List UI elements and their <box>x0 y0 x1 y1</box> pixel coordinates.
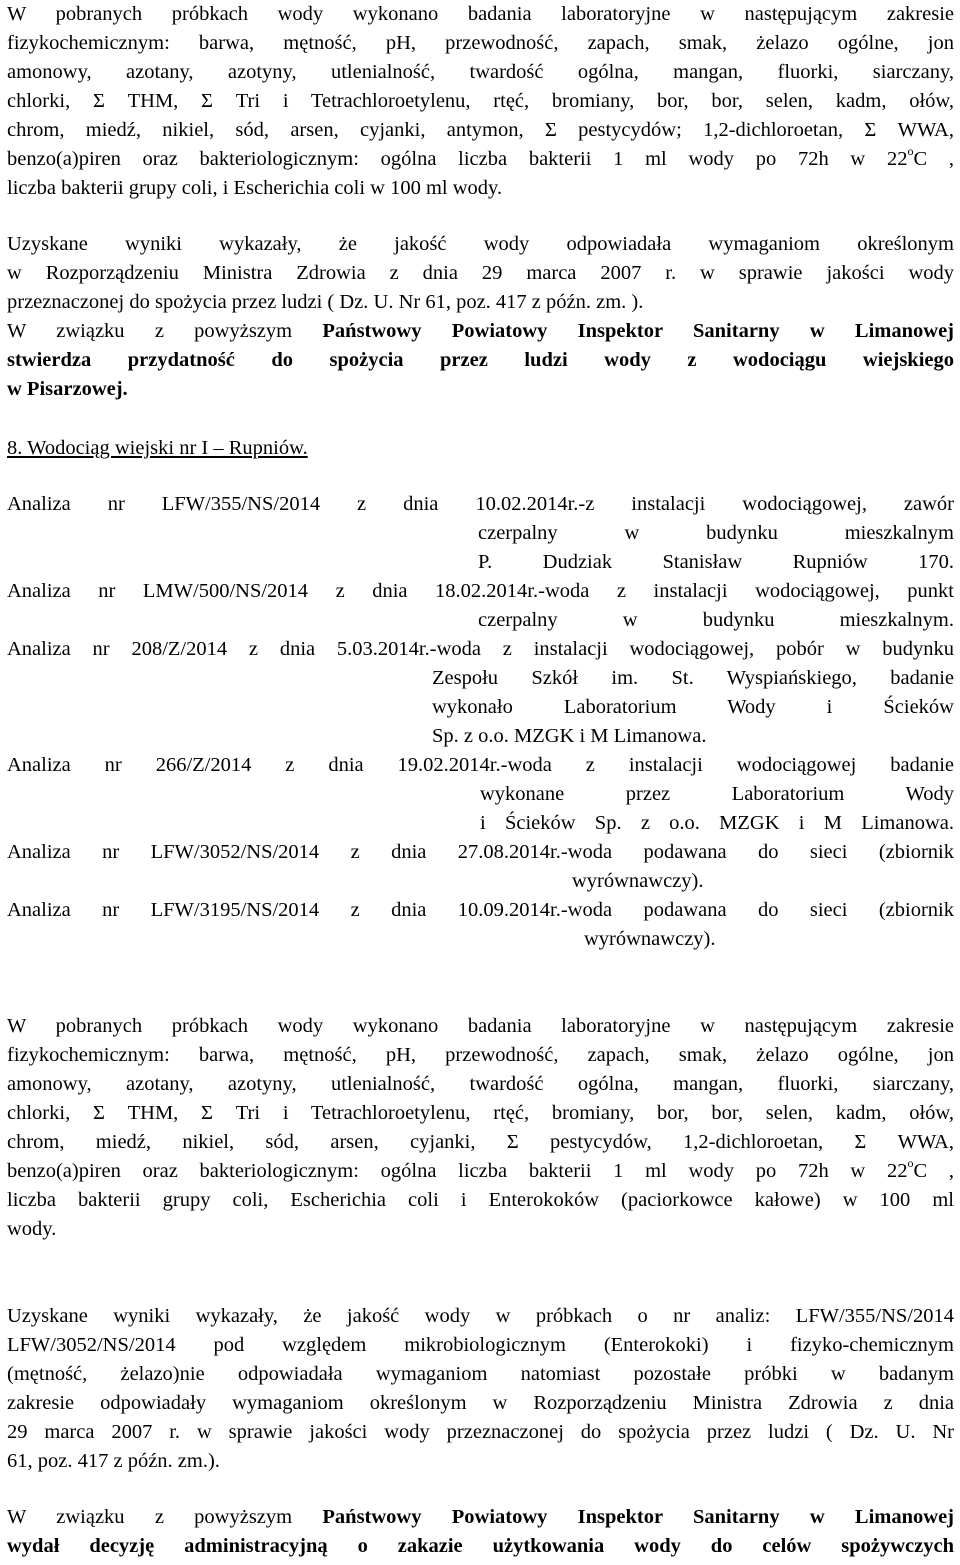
decision-paragraph <box>7 1503 954 1561</box>
text-line: chrom, miedź, nikiel, sód, arsen, cyjanki, antymon, Σ pestycydów; 1,2-dichloroetan, Σ WWA, <box>7 119 954 141</box>
analysis-list <box>7 490 954 954</box>
superscript: o <box>907 144 914 159</box>
text-line: w Pisarzowej. <box>7 378 128 400</box>
analysis-item: Analiza nr 266/Z/2014 z dnia 19.02.2014r.-woda z instalacji wodociągowej badanie <box>7 754 954 776</box>
text-line: Zespołu Szkół im. St. Wyspiańskiego, badanie <box>432 667 954 689</box>
analysis-continuation <box>480 780 954 838</box>
text-span: benzo(a)piren oraz bakteriologicznym: ogólna liczba bakterii 1 ml wody po 72h w 22 <box>7 148 908 170</box>
analysis-continuation <box>478 519 954 577</box>
text-span: benzo(a)piren oraz bakteriologicznym: ogólna liczba bakterii 1 ml wody po 72h w 22 <box>7 1160 908 1182</box>
analysis-item: Analiza nr LMW/500/NS/2014 z dnia 18.02.2014r.-woda z instalacji wodociągowej, punkt <box>7 580 954 602</box>
analysis-item: Analiza nr LFW/355/NS/2014 z dnia 10.02.2014r.-z instalacji wodociągowej, zawór <box>7 493 954 515</box>
text-line: czerpalny w budynku mieszkalnym <box>478 522 954 544</box>
superscript: o <box>907 1156 914 1171</box>
text-line: zakresie odpowiadały wymaganiom określonym w Rozporządzeniu Ministra Zdrowia z dnia <box>7 1392 954 1414</box>
inspector-name: Państwowy Powiatowy Inspektor Sanitarny w Limanowej <box>322 1506 954 1528</box>
text-line: w Rozporządzeniu Ministra Zdrowia z dnia 29 marca 2007 r. w sprawie jakości wody <box>7 262 954 284</box>
text-line: W pobranych próbkach wody wykonano badania laboratoryjne w następującym zakresie <box>7 3 954 25</box>
text-line: amonowy, azotany, azotyny, utlenialność, twardość ogólna, mangan, fluorki, siarczany, <box>7 61 954 83</box>
text-line: chrom, miedź, nikiel, sód, arsen, cyjanki, Σ pestycydów, 1,2-dichloroetan, Σ WWA, <box>7 1131 954 1153</box>
result-paragraph-2 <box>7 1302 954 1476</box>
result-paragraph-1 <box>7 230 954 404</box>
text-line: (mętność, żelazo)nie odpowiadała wymaganiom natomiast pozostałe próbki w badanym <box>7 1363 954 1385</box>
text-line: liczba bakterii grupy coli, i Escherichia coli w 100 ml wody. <box>7 177 503 199</box>
text-line <box>7 317 954 346</box>
text-line: stwierdza przydatność do spożycia przez ludzi wody z wodociągu wiejskiego <box>7 349 954 371</box>
text-line: Uzyskane wyniki wykazały, że jakość wody odpowiadała wymaganiom określonym <box>7 233 954 255</box>
text-line: wykonało Laboratorium Wody i Ścieków <box>432 696 954 718</box>
scope-paragraph-1 <box>7 0 954 203</box>
text-line <box>7 145 954 174</box>
heading-text: 8. Wodociąg wiejski nr I – Rupniów. <box>7 437 308 459</box>
analysis-continuation <box>478 606 954 635</box>
text-line: i Ścieków Sp. z o.o. MZGK i M Limanowa. <box>480 812 954 834</box>
text-line: chlorki, Σ THM, Σ Tri i Tetrachloroetylenu, rtęć, bromiany, bor, bor, selen, kadm, ołów, <box>7 90 954 112</box>
text-line: wyrównawczy). <box>572 870 704 892</box>
analysis-continuation <box>572 867 954 896</box>
section-heading <box>7 434 954 463</box>
text-line: 29 marca 2007 r. w sprawie jakości wody przeznaczonej do spożycia przez ludzi ( Dz. U. Nr <box>7 1421 954 1443</box>
analysis-item: Analiza nr 208/Z/2014 z dnia 5.03.2014r.-woda z instalacji wodociągowej, pobór w budynku <box>7 638 954 660</box>
text-line: amonowy, azotany, azotyny, utlenialność, twardość ogólna, mangan, fluorki, siarczany, <box>7 1073 954 1095</box>
inspector-name: Państwowy Powiatowy Inspektor Sanitarny w Limanowej <box>322 320 954 342</box>
text-line: chlorki, Σ THM, Σ Tri i Tetrachloroetylenu, rtęć, bromiany, bor, bor, selen, kadm, ołów, <box>7 1102 954 1124</box>
text-line: wyrównawczy). <box>584 928 716 950</box>
text-line <box>7 1503 954 1532</box>
text-span: C , <box>913 1160 954 1182</box>
analysis-continuation <box>584 925 954 954</box>
text-line: Sp. z o.o. MZGK i M Limanowa. <box>432 725 707 747</box>
text-line: P. Dudziak Stanisław Rupniów 170. <box>478 551 954 573</box>
scope-paragraph-2 <box>7 1012 954 1244</box>
text-line: fizykochemicznym: barwa, mętność, pH, przewodność, zapach, smak, żelazo ogólne, jon <box>7 32 954 54</box>
text-line: czerpalny w budynku mieszkalnym. <box>478 609 954 631</box>
text-line: 61, poz. 417 z późn. zm.). <box>7 1450 220 1472</box>
text-span: W związku z powyższym <box>7 320 323 342</box>
analysis-item: Analiza nr LFW/3195/NS/2014 z dnia 10.09.2014r.-woda podawana do sieci (zbiornik <box>7 899 954 921</box>
text-line: wykonane przez Laboratorium Wody <box>480 783 954 805</box>
text-line: W pobranych próbkach wody wykonano badania laboratoryjne w następującym zakresie <box>7 1015 954 1037</box>
text-span: W związku z powyższym <box>7 1506 323 1528</box>
text-span: C , <box>913 148 954 170</box>
text-line: fizykochemicznym: barwa, mętność, pH, przewodność, zapach, smak, żelazo ogólne, jon <box>7 1044 954 1066</box>
text-line: LFW/3052/NS/2014 pod względem mikrobiologicznym (Enterokoki) i fizyko-chemicznym <box>7 1334 954 1356</box>
text-line: liczba bakterii grupy coli, Escherichia coli i Enterokoków (paciorkowce kałowe) w 100 ml <box>7 1189 954 1211</box>
text-line: Uzyskane wyniki wykazały, że jakość wody w próbkach o nr analiz: LFW/355/NS/2014 <box>7 1305 954 1327</box>
text-line <box>7 1157 954 1186</box>
text-line: wydał decyzję administracyjną o zakazie użytkowania wody do celów spożywczych <box>7 1535 954 1557</box>
text-line: wody. <box>7 1218 57 1240</box>
text-line: przeznaczonej do spożycia przez ludzi ( Dz. U. Nr 61, poz. 417 z późn. zm. ). <box>7 291 644 313</box>
analysis-item: Analiza nr LFW/3052/NS/2014 z dnia 27.08.2014r.-woda podawana do sieci (zbiornik <box>7 841 954 863</box>
analysis-continuation <box>432 664 954 751</box>
